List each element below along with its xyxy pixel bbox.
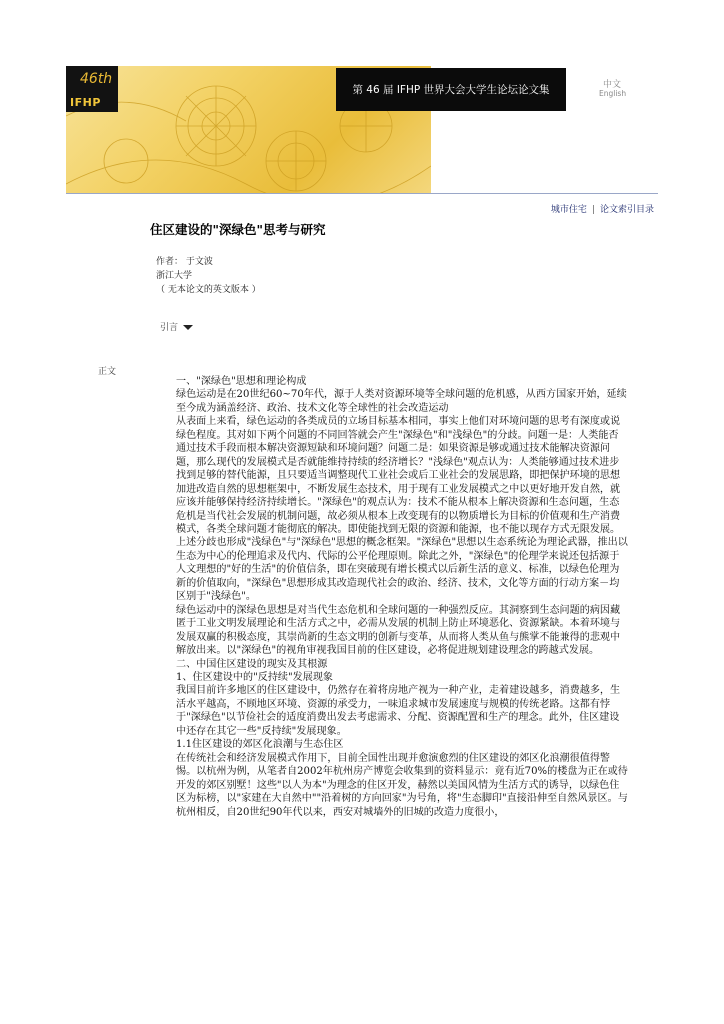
lang-english-link[interactable]: English <box>599 89 627 98</box>
logo-label: IFHP <box>70 96 101 109</box>
body-section-label: 正文 <box>98 367 117 377</box>
header-divider <box>66 193 658 194</box>
top-nav <box>551 202 654 215</box>
subsection-heading: 1.1住区建设的郊区化浪潮与生态住区 <box>176 739 344 751</box>
paragraph: 我国目前许多地区的住区建设中，仍然存在着将房地产视为一种产业，走着建设越多，消费越多，生活水平越高，不顾地区环境、资源的承受力，一味追求城市发展速度与规模的传统老路。这都有悖于"深绿色"以节俭社会的适度消费出发去考虑需求、分配、资源配置和生产的理念。此外，住区建设中还存在其它一些"反持续"发展现象。 <box>176 685 621 737</box>
english-version-note[interactable]: （ 无本论文的英文版本 ） <box>156 285 261 295</box>
article-body <box>176 375 628 819</box>
intro-label: 引言 <box>160 323 179 333</box>
author: 作者： 于文波 <box>156 257 213 267</box>
lang-chinese-link[interactable]: 中文 <box>603 80 622 90</box>
intro-toggle[interactable] <box>160 320 193 333</box>
nav-separator: | <box>591 205 595 215</box>
nav-link-index[interactable]: 论文索引目录 <box>599 205 654 215</box>
affiliation: 浙江大学 <box>156 271 193 281</box>
caret-down-icon <box>183 325 193 330</box>
logo-number: 46th <box>80 71 113 87</box>
subsection-heading: 1、住区建设中的"反持续"发展现象 <box>176 671 334 683</box>
section-heading: 一、"深绿色"思想和理论构成 <box>176 376 307 387</box>
paragraph: 绿色运动是在20世纪60~70年代，源于人类对资源环境等全球问题的危机感，从西方国家开始，延续至今成为涵盖经济、政治、技术文化等全球性的社会改造运动 <box>176 389 627 414</box>
banner-title-box <box>336 68 566 111</box>
section-heading: 二、中国住区建设的现实及其根源 <box>176 658 328 670</box>
nav-link-housing[interactable]: 城市住宅 <box>550 205 587 215</box>
article-title: 住区建设的"深绿色"思考与研究 <box>150 222 326 237</box>
paragraph: 从表面上来看，绿色运动的各类成员的立场目标基本相同，事实上他们对环境问题的思考有深度或说绿色程度。其对如下两个问题的不同回答就会产生"深绿色"和"浅绿色"的分歧。问题一是：人类能否通过技术手段而根本解决资源短缺和环境问题？问题二是：如果资源是够或通过技术能解决资源问题，那么现代的发展模式是否就能维持持续的经济增长？"浅绿色"观点认为：人类能够通过技术进步找到足够的替代能源，且只要适当调整现代工业社会或后工业社会的发展思路，即把保护环境的思想加进改造自然的思想框架中，不断发展生态技术，用于现有工业发展模式之中以更好地开发自然，就应该并能够保持经济持续增长。"深绿色"的观点认为：技术不能从根本上解决资源和生态问题，生态危机是当代社会发展的机制问题，故必须从根本上改变现有的以物质增长为目标的价值观和生产消费模式，各类全球问题才能彻底的解决。即使能找到无限的资源和能源，也不能以现存方式无限发展。上述分歧也形成"浅绿色"与"深绿色"思想的概念框架。"深绿色"思想以生态系统论为理论武器，推出以生态为中心的伦理追求及代内、代际的公平伦理原则。除此之外，"深绿色"的伦理学来说还包括源于人文理想的"好的生活"的价值信条，即在突破现有增长模式以后新生活的意义、标准，以绿色伦理为新的价值取向，"深绿色"思想形成其改造现代社会的政治、经济、技术，文化等方面的行动方案－均区别于"浅绿色"。 <box>176 416 628 603</box>
article-meta <box>156 255 261 297</box>
paragraph: 在传统社会和经济发展模式作用下，目前全国性出现并愈演愈烈的住区建设的郊区化浪潮很值得警惕。以杭州为例，从笔者自2002年杭州房产博览会收集到的资料显示：竟有近70%的楼盘为正在或待开发的郊区别墅！这些"以人为本"为理念的住区开发，赫然以美国风情为生活方式的诱导，以绿色住区为标榜，以"家建在大自然中""沿着树的方向回家"为号角，将"生态脚印"直接沿伸至自然风景区。与杭州相反，自20世纪90年代以来，西安对城墙外的旧城的改造力度很小， <box>176 752 628 818</box>
paragraph: 绿色运动中的深绿色思想是对当代生态危机和全球问题的一种强烈反应。其洞察到生态问题的病因藏匿于工业文明发展理论和生活方式之中，必需从发展的机制上防止环境恶化、资源紧缺。本着环境与发展双赢的积极态度，其崇尚新的生态文明的创新与变革，从而将人类从鱼与熊掌不能兼得的悲观中解放出来。以"深绿色"的视角审视我国目前的住区建设，必将促进规划建设理念的跨越式发展。 <box>176 604 621 657</box>
banner-title: 第 46 届 IFHP 世界大会大学生论坛论文集 <box>352 84 550 96</box>
